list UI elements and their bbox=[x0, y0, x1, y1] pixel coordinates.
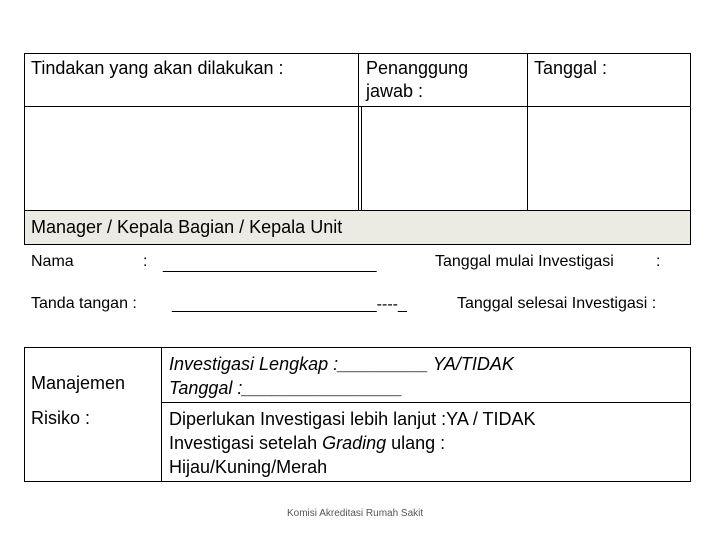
tanda-tangan-label: Tanda tangan : bbox=[31, 295, 137, 312]
tanggal-mulai-colon: : bbox=[656, 253, 661, 270]
warna-opsi: Hijau/Kuning/Merah bbox=[169, 457, 328, 477]
risk-label-risiko: Risiko : bbox=[31, 408, 91, 428]
nama-label: Nama bbox=[31, 253, 74, 270]
tanda-tangan-line: _______________________----_ bbox=[172, 296, 407, 313]
investigasi-grading bbox=[169, 432, 445, 454]
grading-suffix: ulang : bbox=[386, 433, 446, 453]
manager-title: Manager / Kepala Bagian / Kepala Unit bbox=[31, 217, 343, 237]
tanggal-mulai-label: Tanggal mulai Investigasi bbox=[435, 253, 614, 270]
col-header-penanggung-2: jawab : bbox=[366, 81, 424, 101]
col-header-penanggung-1: Penanggung bbox=[366, 58, 469, 78]
nama-line: ________________________ bbox=[163, 256, 377, 273]
risk-row-divider bbox=[161, 402, 691, 403]
grading-prefix: Investigasi setelah bbox=[169, 433, 323, 453]
top-table-col-divider-1b bbox=[361, 106, 362, 211]
nama-colon: : bbox=[143, 253, 148, 270]
top-table-col-divider-1 bbox=[358, 53, 359, 211]
risk-col-divider bbox=[161, 347, 162, 482]
col-header-tindakan: Tindakan yang akan dilakukan : bbox=[31, 58, 284, 78]
tanggal-lengkap: Tanggal :________________ bbox=[169, 378, 403, 398]
grading-italic: Grading bbox=[322, 433, 387, 453]
investigasi-lengkap: Investigasi Lengkap :_________ YA/TIDAK bbox=[169, 354, 514, 374]
tanggal-selesai-label: Tanggal selesai Investigasi : bbox=[457, 295, 657, 312]
diperlukan-investigasi: Diperlukan Investigasi lebih lanjut :YA / TIDAK bbox=[169, 409, 536, 429]
top-table-col-divider-2 bbox=[527, 53, 528, 211]
footer-text: Komisi Akreditasi Rumah Sakit bbox=[287, 508, 424, 519]
col-header-tanggal: Tanggal : bbox=[534, 58, 608, 78]
risk-label-manajemen: Manajemen bbox=[31, 373, 126, 393]
